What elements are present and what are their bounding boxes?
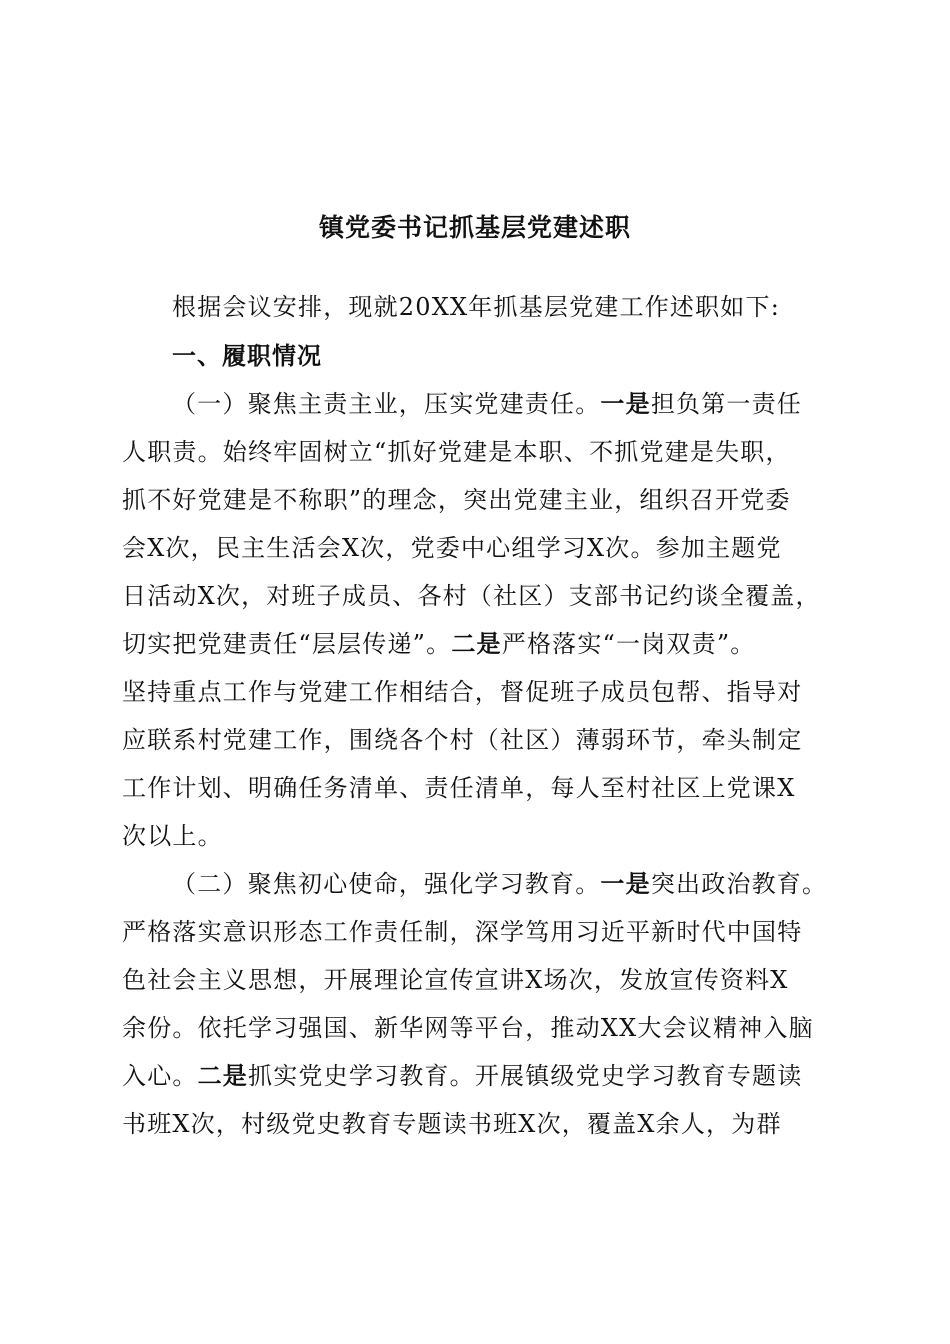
body-line-14: 余份。依托学习强国、新华网等平台，推动XX大会议精神入脑 bbox=[122, 1014, 814, 1042]
body-line-15 bbox=[122, 1061, 842, 1091]
section-heading: 一、履职情况 bbox=[172, 341, 322, 370]
document-title: 镇党委书记抓基层党建述职 bbox=[318, 213, 631, 242]
body-text: （一）聚焦主责主业，压实党建责任。 bbox=[172, 390, 601, 418]
body-text: 入心。 bbox=[122, 1062, 198, 1090]
emphasis-text: 二是 bbox=[197, 1061, 249, 1090]
body-line-4: 会X次，民主生活会X次，党委中心组学习X次。参加主题党 bbox=[122, 534, 782, 562]
body-line-1 bbox=[172, 389, 892, 419]
body-line-13: 色社会主义思想，开展理论宣传宣讲X场次，发放宣传资料X bbox=[122, 966, 789, 994]
body-line-7: 坚持重点工作与党建工作相结合，督促班子成员包帮、指导对 bbox=[122, 678, 803, 706]
body-line-2: 人职责。始终牢固树立“抓好党建是本职、不抓党建是失职， bbox=[122, 438, 791, 466]
body-line-12: 严格落实意识形态工作责任制，深学笃用习近平新时代中国特 bbox=[122, 918, 803, 946]
body-text: 突出政治教育。 bbox=[650, 870, 828, 898]
body-line-5: 日活动X次，对班子成员、各村（社区）支部书记约谈全覆盖， bbox=[122, 582, 821, 610]
body-text: 担负第一责任 bbox=[650, 390, 803, 418]
body-line-9: 工作计划、明确任务清单、责任清单，每人至村社区上党课X bbox=[122, 774, 796, 802]
body-text: （二）聚焦初心使命，强化学习教育。 bbox=[172, 870, 601, 898]
body-text: 严格落实“一岗双责”。 bbox=[501, 630, 756, 658]
intro-paragraph: 根据会议安排，现就20XX年抓基层党建工作述职如下: bbox=[172, 293, 780, 321]
body-text: 切实把党建责任“层层传递”。 bbox=[122, 630, 452, 658]
body-line-16: 书班X次，村级党史教育专题读书班X次，覆盖X余人，为群 bbox=[122, 1110, 782, 1138]
body-line-8: 应联系村党建工作，围绕各个村（社区）薄弱环节，牵头制定 bbox=[122, 726, 803, 754]
emphasis-text: 二是 bbox=[451, 629, 502, 658]
body-line-11 bbox=[172, 869, 892, 899]
emphasis-text: 一是 bbox=[600, 869, 651, 898]
body-line-3: 抓不好党建是不称职”的理念，突出党建主业，组织召开党委 bbox=[122, 486, 791, 514]
body-text: 抓实党史学习教育。开展镇级党史学习教育专题读 bbox=[248, 1062, 803, 1090]
body-line-10: 次以上。 bbox=[122, 822, 223, 850]
emphasis-text: 一是 bbox=[600, 389, 651, 418]
body-line-6 bbox=[122, 629, 842, 659]
